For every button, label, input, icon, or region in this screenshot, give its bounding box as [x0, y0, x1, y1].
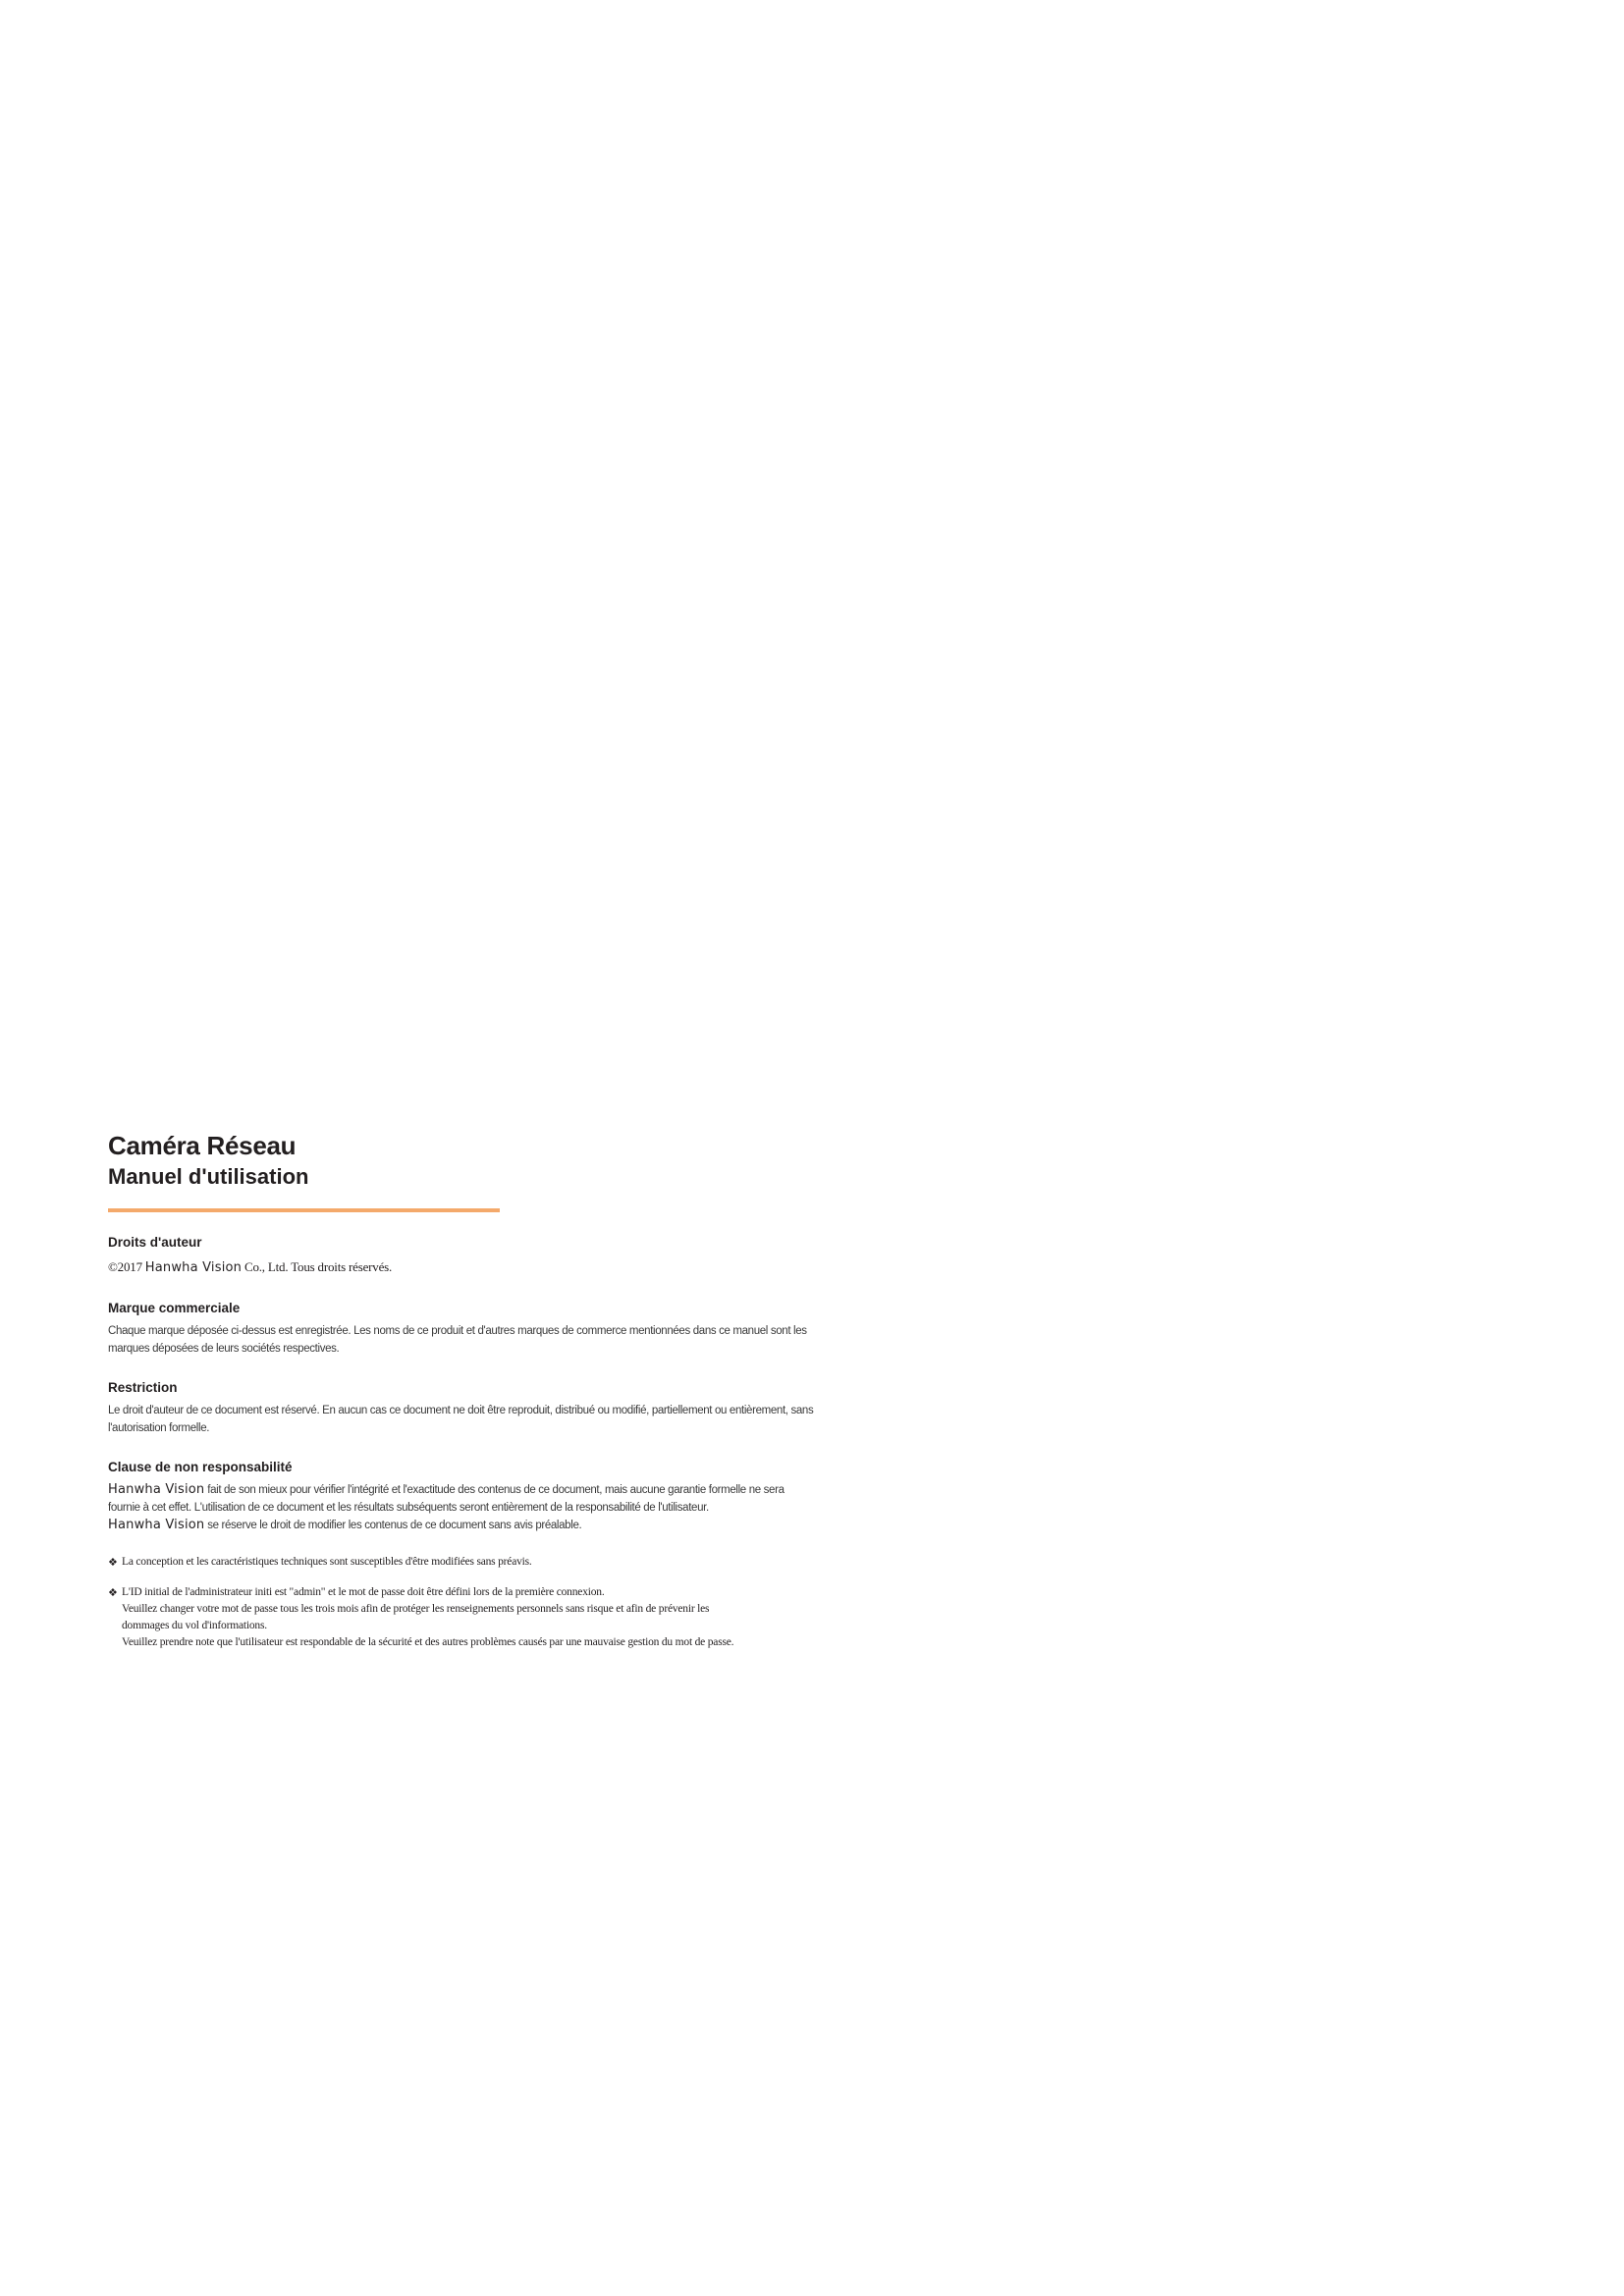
disclaimer-heading: Clause de non responsabilité: [108, 1460, 293, 1474]
brand-name: Hanwha Vision: [144, 1260, 243, 1275]
note-line: L'ID initial de l'administrateur initi est "admin" et le mot de passe doit être défini lors de la première connexion.: [122, 1586, 605, 1598]
section-copyright: [108, 1234, 854, 1278]
note-line: Veuillez changer votre mot de passe tous les trois mois afin de protéger les renseignements personnels sans risque et afin de prévenir les: [122, 1603, 710, 1615]
document-title: Caméra Réseau: [108, 1131, 297, 1160]
diamond-bullet-icon: ❖: [108, 1586, 118, 1599]
note-line: La conception et les caractéristiques techniques sont susceptibles d'être modifiées sans préavis.: [122, 1556, 532, 1568]
disclaimer-line-1-text: fait de son mieux pour vérifier l'intégrité et l'exactitude des contenus de ce document, mais aucune garantie formelle ne sera: [207, 1484, 785, 1496]
brand-name: Hanwha Vision: [108, 1518, 205, 1532]
restriction-heading: Restriction: [108, 1380, 178, 1395]
section-disclaimer: [108, 1459, 854, 1534]
trademark-heading: Marque commerciale: [108, 1301, 241, 1315]
disclaimer-line-3: [108, 1517, 854, 1534]
disclaimer-line-3-text: se réserve le droit de modifier les contenus de ce document sans avis préalable.: [207, 1520, 582, 1531]
note-text: [122, 1554, 532, 1571]
document-subtitle: Manuel d'utilisation: [108, 1164, 309, 1189]
copyright-suffix: Co., Ltd. Tous droits réservés.: [244, 1259, 393, 1274]
manual-cover-page: [108, 1131, 854, 1651]
notes-list: [108, 1554, 854, 1651]
diamond-bullet-icon: ❖: [108, 1556, 118, 1569]
note-line: Veuillez prendre note que l'utilisateur est respondable de la sécurité et des autres problèmes causés par une mauvaise gestion du mot de passe.: [122, 1636, 734, 1648]
trademark-line-2: marques déposées de leurs sociétés respectives.: [108, 1343, 340, 1355]
note-line: dommages du vol d'informations.: [122, 1620, 267, 1631]
copyright-heading: Droits d'auteur: [108, 1235, 202, 1250]
accent-divider: [108, 1208, 500, 1212]
restriction-text: [108, 1402, 854, 1437]
copyright-text: [108, 1257, 854, 1278]
restriction-line-1: Le droit d'auteur de ce document est réservé. En aucun cas ce document ne doit être reproduit, distribué ou modifié, partiellement ou entièrement, sans: [108, 1405, 814, 1416]
disclaimer-text: [108, 1481, 854, 1534]
disclaimer-line-1: [108, 1481, 854, 1499]
section-restriction: [108, 1379, 854, 1437]
trademark-text: [108, 1322, 854, 1358]
disclaimer-line-2: fournie à cet effet. L'utilisation de ce document et les résultats subséquents seront entièrement de la responsabilité de l'utilisateur.: [108, 1502, 709, 1514]
trademark-line-1: Chaque marque déposée ci-dessus est enregistrée. Les noms de ce produit et d'autres marques de commerce mentionnées dans ce manuel sont les: [108, 1325, 807, 1337]
note-item: [108, 1554, 854, 1571]
copyright-year: ©2017: [108, 1259, 142, 1274]
brand-name: Hanwha Vision: [108, 1482, 205, 1497]
restriction-line-2: l'autorisation formelle.: [108, 1422, 210, 1434]
section-trademark: [108, 1300, 854, 1358]
note-item: [108, 1584, 854, 1651]
note-text: [122, 1584, 733, 1651]
